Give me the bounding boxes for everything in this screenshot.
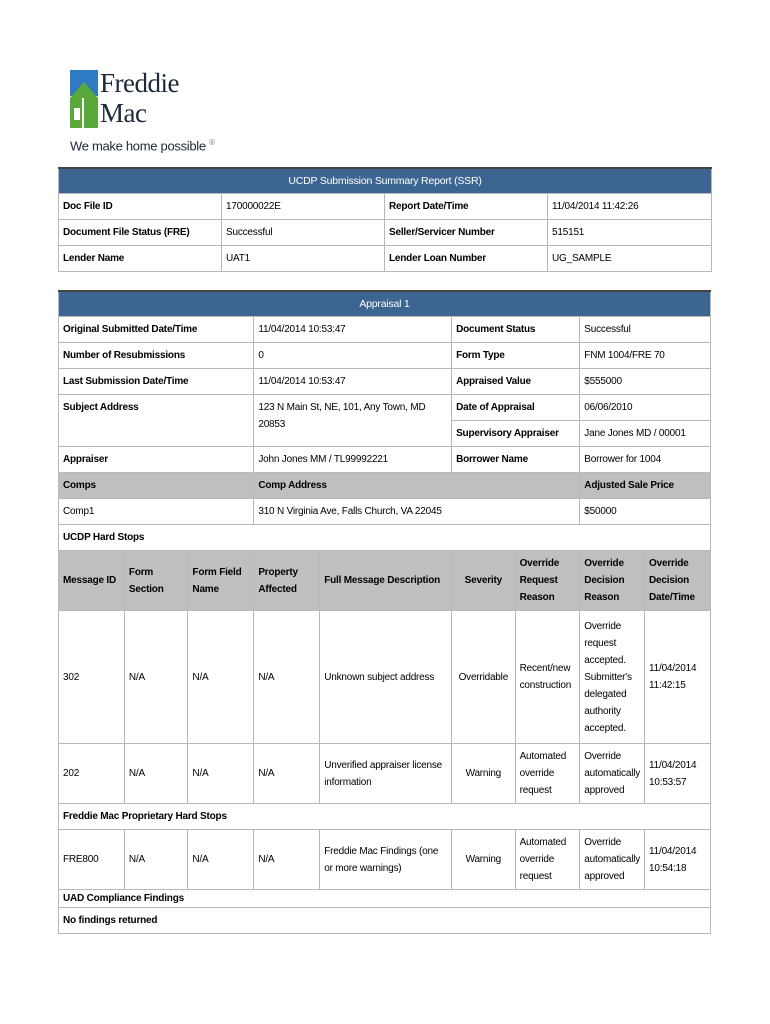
appraised-value-value: $555000: [580, 369, 711, 395]
last-submission-value: 11/04/2014 10:53:47: [254, 369, 452, 395]
date-of-appraisal-value: 06/06/2010: [580, 395, 711, 421]
appraiser-value: John Jones MM / TL99992221: [254, 447, 452, 473]
borrower-name-label: Borrower Name: [452, 447, 580, 473]
original-submitted-value: 11/04/2014 10:53:47: [254, 317, 452, 343]
message-description: Unverified appraiser license information: [320, 744, 452, 804]
lender-loan-number-label: Lender Loan Number: [385, 246, 548, 272]
document-status-label: Document Status: [452, 317, 580, 343]
appraisal-row: [59, 447, 711, 473]
summary-row: [59, 220, 712, 246]
form-type-label: Form Type: [452, 343, 580, 369]
adjusted-sale-price-header: Adjusted Sale Price: [580, 473, 711, 499]
table-row: [59, 611, 711, 744]
message-description: Freddie Mac Findings (one or more warnings): [320, 830, 452, 890]
override-decision: Override request accepted. Submitter's delegated authority accepted.: [580, 611, 645, 744]
comp-row: [59, 499, 711, 525]
table-row: [59, 744, 711, 804]
comps-header-row: [59, 473, 711, 499]
col-message-id: Message ID: [59, 551, 125, 611]
uad-message: No findings returned: [59, 908, 711, 934]
appraisal-row: [59, 369, 711, 395]
original-submitted-label: Original Submitted Date/Time: [59, 317, 254, 343]
file-status-value: Successful: [222, 220, 385, 246]
appraisal-row: [59, 343, 711, 369]
logo-word-freddie: Freddie: [100, 68, 179, 98]
summary-row: [59, 194, 712, 220]
uad-title: UAD Compliance Findings: [59, 890, 711, 908]
form-field: N/A: [188, 830, 254, 890]
report-datetime-value: 11/04/2014 11:42:26: [548, 194, 712, 220]
seller-number-value: 515151: [548, 220, 712, 246]
tagline-text: We make home possible: [70, 138, 206, 154]
comp-address-header: Comp Address: [254, 473, 580, 499]
property-affected: N/A: [254, 830, 320, 890]
appraised-value-label: Appraised Value: [452, 369, 580, 395]
proprietary-title: Freddie Mac Proprietary Hard Stops: [59, 804, 711, 830]
logo-tagline: [70, 138, 215, 153]
form-field: N/A: [188, 744, 254, 804]
summary-row: [59, 246, 712, 272]
override-decision: Override automatically approved: [580, 744, 645, 804]
appraisal-row: [59, 395, 711, 421]
submission-summary-table: [58, 167, 712, 272]
supervisory-appraiser-value: Jane Jones MD / 00001: [580, 421, 711, 447]
subject-address-value: 123 N Main St, NE, 101, Any Town, MD 20853: [254, 395, 452, 447]
form-field: N/A: [188, 611, 254, 744]
freddie-mac-logo: [70, 68, 260, 158]
proprietary-section-row: [59, 804, 711, 830]
appraisal-title: Appraisal 1: [59, 291, 711, 317]
message-id: FRE800: [59, 830, 125, 890]
col-override-decision-datetime: Override Decision Date/Time: [645, 551, 711, 611]
severity: Warning: [452, 744, 516, 804]
col-override-request-reason: Override Request Reason: [515, 551, 580, 611]
summary-title: UCDP Submission Summary Report (SSR): [59, 168, 712, 194]
doc-file-id-label: Doc File ID: [59, 194, 222, 220]
form-type-value: FNM 1004/FRE 70: [580, 343, 711, 369]
doc-file-id-value: 170000022E: [222, 194, 385, 220]
override-decision: Override automatically approved: [580, 830, 645, 890]
override-reason: Automated override request: [515, 830, 580, 890]
message-id: 302: [59, 611, 125, 744]
lender-name-label: Lender Name: [59, 246, 222, 272]
appraisal-row: [59, 317, 711, 343]
logo-word-mac: Mac: [100, 98, 147, 128]
form-section: N/A: [124, 744, 188, 804]
table-row: [59, 830, 711, 890]
last-submission-label: Last Submission Date/Time: [59, 369, 254, 395]
house-icon: [70, 68, 100, 130]
override-reason: Automated override request: [515, 744, 580, 804]
col-override-decision-reason: Override Decision Reason: [580, 551, 645, 611]
col-form-field: Form Field Name: [188, 551, 254, 611]
report-datetime-label: Report Date/Time: [385, 194, 548, 220]
message-id: 202: [59, 744, 125, 804]
override-date: 11/04/2014 10:53:57: [645, 744, 711, 804]
col-full-description: Full Message Description: [320, 551, 452, 611]
resubmissions-value: 0: [254, 343, 452, 369]
hard-stops-section-row: [59, 525, 711, 551]
property-affected: N/A: [254, 611, 320, 744]
col-severity: Severity: [452, 551, 516, 611]
col-form-section: Form Section: [124, 551, 188, 611]
severity: Warning: [452, 830, 516, 890]
form-section: N/A: [124, 611, 188, 744]
comp-address: 310 N Virginia Ave, Falls Church, VA 22045: [254, 499, 580, 525]
uad-section-row: [59, 890, 711, 908]
date-of-appraisal-label: Date of Appraisal: [452, 395, 580, 421]
supervisory-appraiser-label: Supervisory Appraiser: [452, 421, 580, 447]
col-property-affected: Property Affected: [254, 551, 320, 611]
registered-mark: ®: [209, 138, 215, 147]
hard-stops-header-row: [59, 551, 711, 611]
comp-name: Comp1: [59, 499, 254, 525]
seller-number-label: Seller/Servicer Number: [385, 220, 548, 246]
document-status-value: Successful: [580, 317, 711, 343]
lender-loan-number-value: UG_SAMPLE: [548, 246, 712, 272]
message-description: Unknown subject address: [320, 611, 452, 744]
appraiser-label: Appraiser: [59, 447, 254, 473]
comps-header: Comps: [59, 473, 254, 499]
subject-address-label: Subject Address: [59, 395, 254, 447]
resubmissions-label: Number of Resubmissions: [59, 343, 254, 369]
appraisal-table: [58, 290, 711, 934]
uad-findings-row: [59, 908, 711, 934]
lender-name-value: UAT1: [222, 246, 385, 272]
file-status-label: Document File Status (FRE): [59, 220, 222, 246]
severity: Overridable: [452, 611, 516, 744]
override-date: 11/04/2014 10:54:18: [645, 830, 711, 890]
hard-stops-title: UCDP Hard Stops: [59, 525, 711, 551]
override-reason: Recent/new construction: [515, 611, 580, 744]
override-date: 11/04/2014 11:42:15: [645, 611, 711, 744]
comp-price: $50000: [580, 499, 711, 525]
borrower-name-value: Borrower for 1004: [580, 447, 711, 473]
property-affected: N/A: [254, 744, 320, 804]
form-section: N/A: [124, 830, 188, 890]
